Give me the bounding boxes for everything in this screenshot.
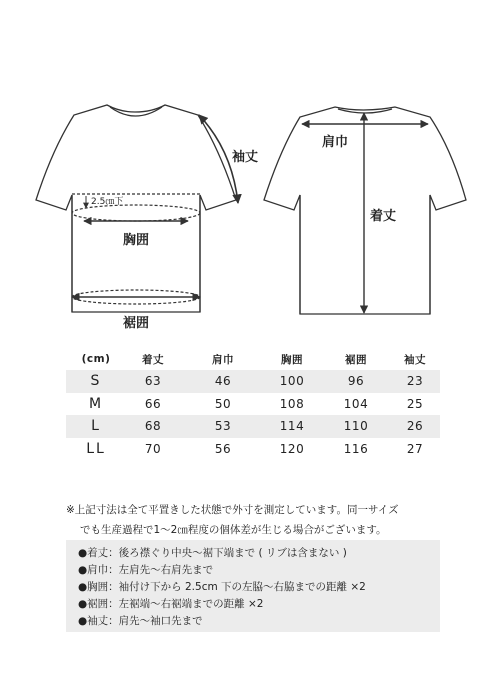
chest-label: 胸囲 [122, 233, 150, 248]
header-cell: 胸囲 [281, 353, 303, 366]
shoulder-label: 肩巾 [322, 135, 349, 150]
front-tshirt [36, 105, 236, 312]
table-row [66, 438, 440, 461]
offset-label: 2.5㎝下 [91, 197, 124, 207]
table-cell: 56 [214, 441, 232, 456]
definition-item: ●肩巾：左肩先～右肩先まで [78, 564, 214, 576]
note-line: でも生産過程で1～2㎝程度の個体差が生じる場合がございます。 [80, 524, 387, 536]
garment-diagram [0, 0, 500, 345]
table-row [66, 415, 440, 438]
table-cell: 104 [343, 396, 369, 411]
unit-label: (cm) [81, 353, 111, 365]
table-cell: 116 [343, 441, 369, 456]
table-row [66, 393, 440, 416]
header-cell: 肩巾 [212, 353, 234, 366]
size-label: LL [86, 440, 106, 457]
hem-label: 裾囲 [122, 316, 150, 331]
table-cell: 114 [279, 419, 305, 434]
definition-item: ●胸囲：袖付け下から 2.5cm 下の左脇～右脇までの距離 ×2 [78, 581, 366, 593]
definitions-box [66, 540, 440, 632]
header-cell: 着丈 [142, 353, 164, 366]
table-header [66, 348, 440, 370]
table-cell: 100 [279, 374, 305, 389]
hem-line [72, 290, 200, 304]
back-tshirt [264, 107, 466, 314]
table-row [66, 370, 440, 393]
length-label: 着丈 [370, 209, 397, 224]
definition-item: ●着丈：後ろ襟ぐり中央～裾下端まで ( リブは含まない ) [78, 547, 347, 559]
size-table [66, 348, 440, 460]
note-line: ※上記寸法は全て平置きした状態で外寸を測定しています。同一サイズ [66, 504, 399, 516]
table-cell: 68 [144, 419, 162, 434]
table-cell: 50 [214, 396, 232, 411]
table-cell: 66 [144, 396, 162, 411]
measurement-note [66, 500, 486, 540]
size-label: L [91, 418, 101, 435]
definition-item: ●袖丈：肩先～袖口先まで [78, 615, 203, 627]
table-cell: 23 [406, 374, 424, 389]
table-cell: 96 [347, 374, 365, 389]
table-cell: 25 [406, 396, 424, 411]
table-cell: 63 [144, 374, 162, 389]
table-cell: 46 [214, 374, 232, 389]
table-cell: 26 [406, 419, 424, 434]
table-cell: 110 [343, 419, 369, 434]
table-cell: 120 [279, 441, 305, 456]
definition-item: ●裾囲：左裾端～右裾端までの距離 ×2 [78, 598, 264, 610]
table-cell: 70 [144, 441, 162, 456]
sleeve-length-label: 袖丈 [232, 150, 259, 165]
table-cell: 27 [406, 441, 424, 456]
header-cell: 裾囲 [345, 353, 367, 366]
size-label: M [88, 395, 104, 412]
size-label: S [90, 373, 102, 390]
table-cell: 53 [214, 419, 232, 434]
header-cell: 袖丈 [404, 353, 426, 366]
table-cell: 108 [279, 396, 305, 411]
